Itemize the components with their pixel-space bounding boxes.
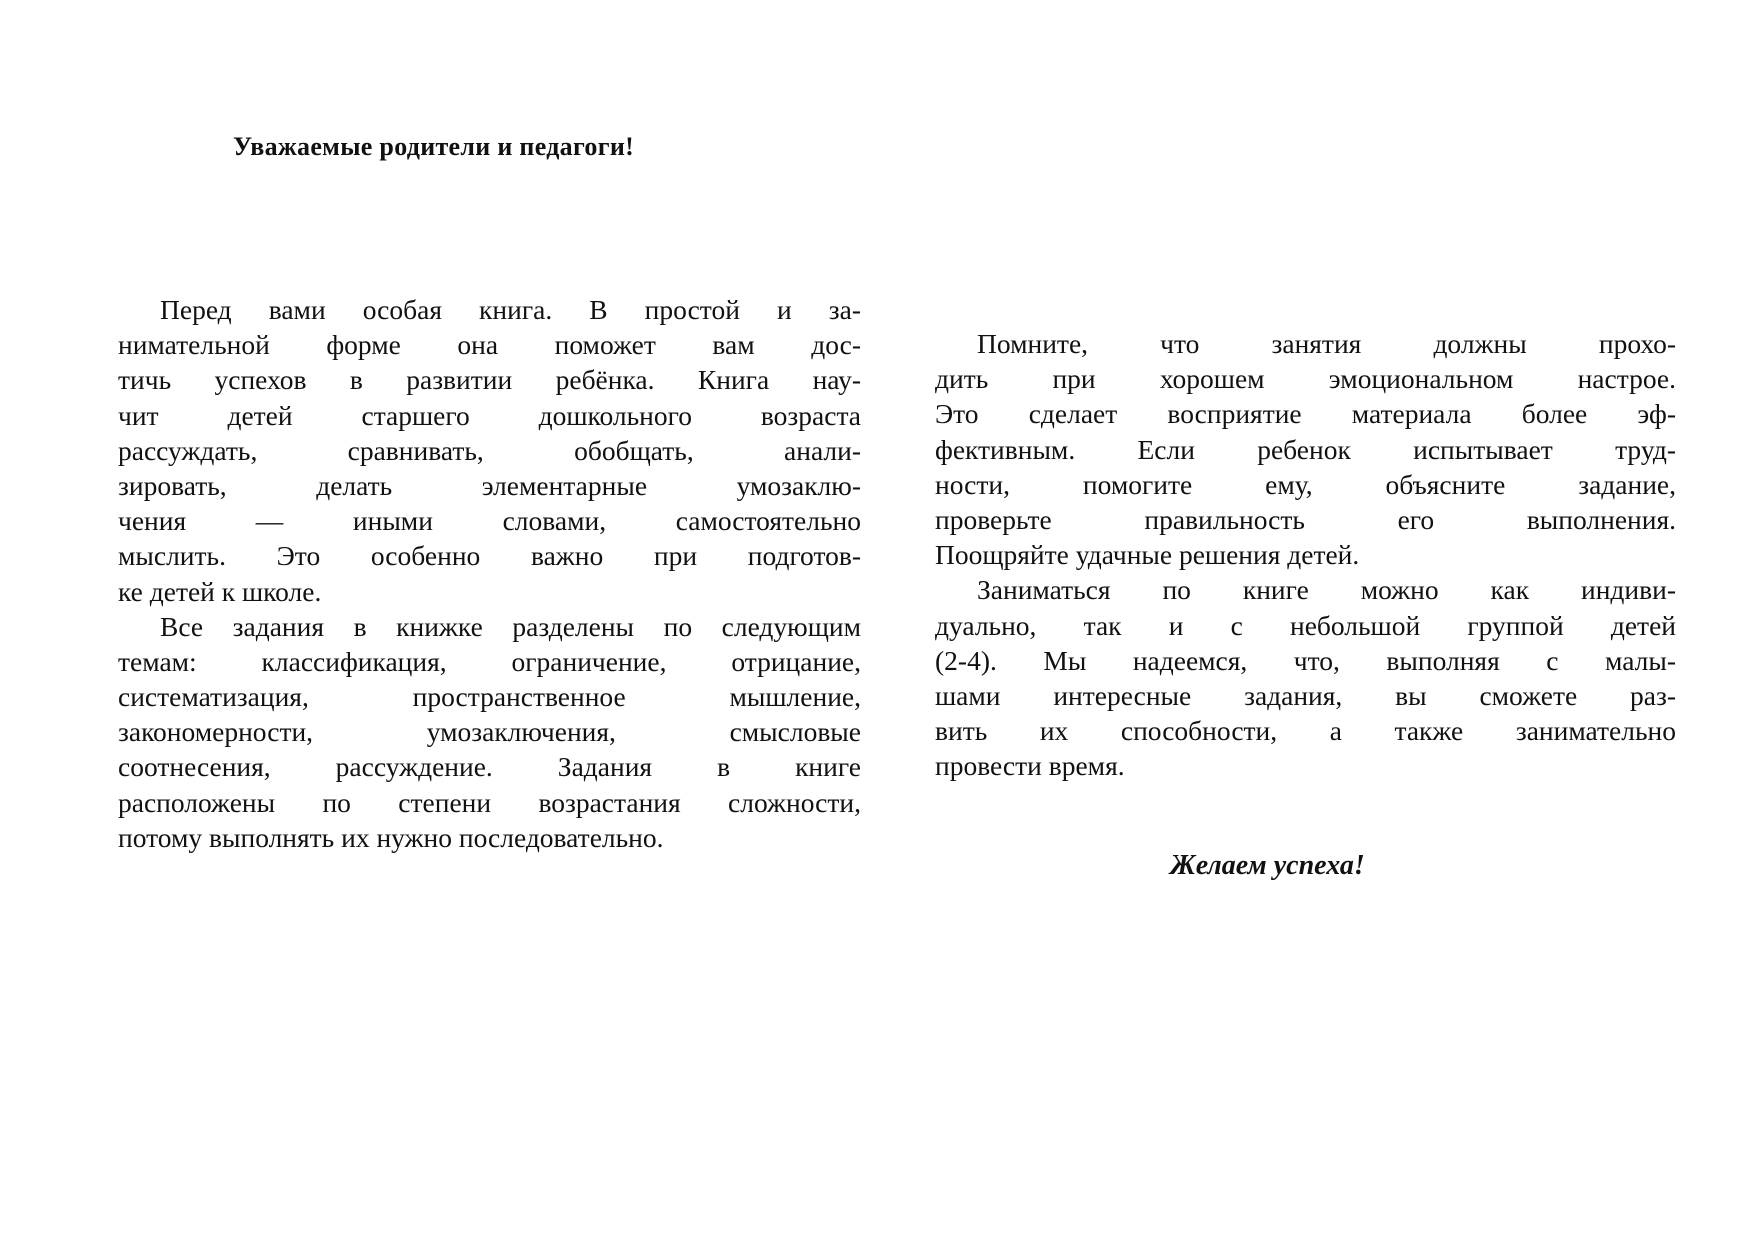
text-line: темам: классификация, ограничение, отрицание, (118, 645, 861, 677)
paragraph (118, 292, 861, 609)
text-line: ке детей к школе. (118, 575, 322, 607)
text-line: рассуждать, сравнивать, обобщать, анали- (118, 434, 861, 466)
paragraph (935, 326, 1676, 572)
text-line: чения — иными словами, самостоятельно (118, 505, 861, 537)
text-line: Перед вами особая книга. В простой и за- (160, 294, 861, 325)
text-line: зировать, делать элементарные умозаклю- (118, 469, 861, 501)
text-line: Заниматься по книге можно как индиви- (977, 574, 1676, 606)
text-line: Поощряйте удачные решения детей. (935, 539, 1360, 571)
text-line: чит детей старшего дошкольного возраста (118, 399, 861, 431)
text-line: расположены по степени возрастания сложности, (118, 786, 861, 818)
text-line: систематизация, пространственное мышление, (118, 681, 861, 713)
text-line: дить при хорошем эмоциональном настрое. (935, 363, 1676, 395)
text-line: дуально, так и с небольшой группой детей (935, 609, 1676, 641)
text-line: закономерности, умозаключения, смысловые (118, 716, 861, 748)
text-line: проверьте правильность его выполнения. (935, 503, 1676, 535)
text-line: Помните, что занятия должны прохо- (977, 328, 1676, 359)
text-line: вить их способности, а также занимательно (935, 715, 1676, 747)
left-column-text (118, 292, 861, 855)
text-line: нимательной форме она поможет вам дос- (118, 329, 861, 361)
text-line: Это сделает восприятие материала более эф- (935, 398, 1676, 430)
paragraph (935, 572, 1676, 783)
text-line: провести время. (935, 750, 1125, 782)
text-line: ности, помогите ему, объясните задание, (935, 468, 1676, 500)
text-line: соотнесения, рассуждение. Задания в книге (118, 751, 861, 783)
text-line: фективным. Если ребенок испытывает труд- (935, 433, 1676, 465)
text-line: шами интересные задания, вы сможете раз- (935, 679, 1676, 711)
paragraph (118, 609, 861, 855)
closing-wish: Желаем успеха! (1170, 850, 1365, 881)
text-line: мыслить. Это особенно важно при подготов- (118, 540, 861, 572)
text-line: тичь успехов в развитии ребёнка. Книга нау- (118, 364, 861, 396)
text-line: потому выполнять их нужно последовательно. (118, 821, 664, 853)
page-title: Уважаемые родители и педагоги! (233, 132, 635, 161)
text-line: (2-4). Мы надеемся, что, выполняя с малы- (935, 644, 1676, 676)
right-column-text (935, 326, 1676, 783)
text-line: Все задания в книжке разделены по следующим (160, 610, 861, 642)
